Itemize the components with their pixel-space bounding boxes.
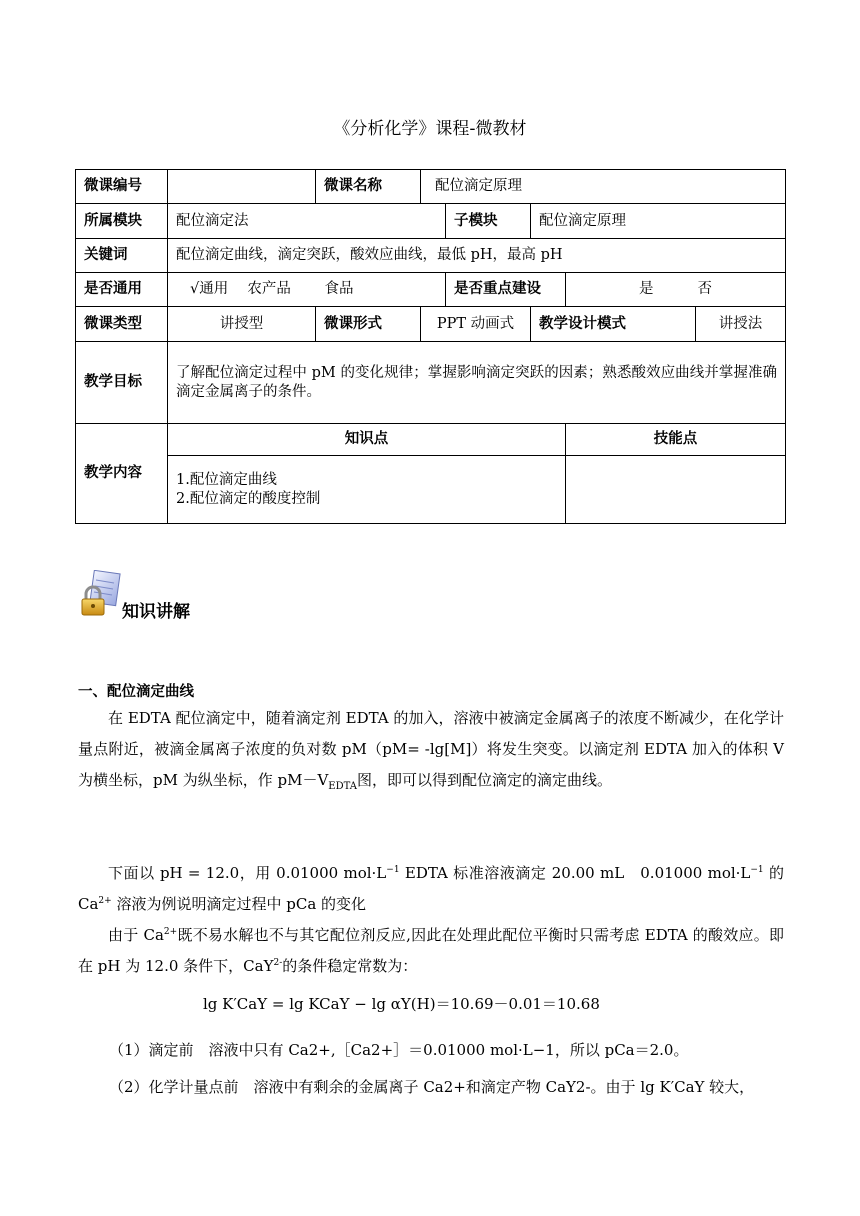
intro-text-end: 图，即可以得到配位滴定的滴定曲线。 bbox=[356, 771, 612, 789]
module-value: 配位滴定法 bbox=[168, 204, 446, 239]
intro-text: 在 EDTA 配位滴定中，随着滴定剂 EDTA 的加入，溶液中被滴定金属离子的浓度不断减少，在化学计量点附近，被滴金属离子浓度的负对数 pM（pM= -lg[M]）将发生突变。以滴定剂 EDTA 加入的体积 V 为横坐标，pM 为纵坐标，作 pM－V bbox=[78, 709, 784, 789]
condition-text-c: 的条件稳定常数为： bbox=[282, 957, 418, 975]
general-label: 是否通用 bbox=[76, 273, 168, 307]
condition-sup-b: 2- bbox=[273, 958, 283, 968]
code-label: 微课编号 bbox=[76, 170, 168, 204]
design-value: 讲授法 bbox=[696, 307, 786, 342]
example-text-d: 溶液为例说明滴定过程中 pCa 的变化 bbox=[111, 895, 367, 913]
submodule-value: 配位滴定原理 bbox=[531, 204, 786, 239]
form-value: PPT 动画式 bbox=[421, 307, 531, 342]
key-options bbox=[566, 273, 786, 307]
goal-label: 教学目标 bbox=[76, 342, 168, 424]
example-text-c: 的 Ca bbox=[78, 864, 784, 913]
module-label: 所属模块 bbox=[76, 204, 168, 239]
row-code bbox=[76, 170, 786, 204]
form-label: 微课形式 bbox=[316, 307, 421, 342]
keywords-label: 关键词 bbox=[76, 239, 168, 273]
code-value bbox=[168, 170, 316, 204]
lock-icon bbox=[78, 570, 124, 618]
row-content-header bbox=[76, 424, 786, 456]
paragraph-example bbox=[78, 858, 784, 920]
skill-list bbox=[566, 456, 786, 524]
knowledge-list bbox=[168, 456, 566, 524]
key-no: 否 bbox=[697, 281, 712, 298]
paragraph-condition bbox=[78, 920, 784, 982]
knowledge-header: 知识点 bbox=[168, 424, 566, 456]
submodule-label: 子模块 bbox=[446, 204, 531, 239]
name-label: 微课名称 bbox=[316, 170, 421, 204]
example-sup-c: 2+ bbox=[98, 896, 112, 906]
key-yes: 是 bbox=[639, 281, 654, 298]
type-label: 微课类型 bbox=[76, 307, 168, 342]
course-info-table bbox=[75, 169, 786, 524]
general-value: √通用 农产品 食品 bbox=[168, 273, 446, 307]
design-label: 教学设计模式 bbox=[531, 307, 696, 342]
content-label: 教学内容 bbox=[76, 424, 168, 524]
knowledge-item: 2.配位滴定的酸度控制 bbox=[176, 490, 321, 507]
row-content-items bbox=[76, 456, 786, 524]
paragraph-intro bbox=[78, 703, 784, 796]
example-sup-b: −1 bbox=[750, 865, 764, 875]
intro-subscript: EDTA bbox=[328, 781, 357, 792]
example-text-a: 下面以 pH = 12.0，用 0.01000 mol·L bbox=[108, 864, 387, 882]
goal-value: 了解配位滴定过程中 pM 的变化规律；掌握影响滴定突跃的因素；熟悉酸效应曲线并掌握准确滴定金属离子的条件。 bbox=[168, 342, 786, 424]
row-general bbox=[76, 273, 786, 307]
type-value: 讲授型 bbox=[168, 307, 316, 342]
row-keywords bbox=[76, 239, 786, 273]
condition-text-b: 既不易水解也不与其它配位剂反应,因此在处理此配位平衡时只需考虑 EDTA 的酸效应。即在 pH 为 12.0 条件下，CaY bbox=[78, 926, 784, 975]
example-sup-a: −1 bbox=[386, 865, 400, 875]
step-1: （1）滴定前 溶液中只有 Ca2+,［Ca2+］＝0.01000 mol·L−1，所以 pCa＝2.0。 bbox=[109, 1041, 689, 1059]
condition-text-a: 由于 Ca bbox=[108, 926, 164, 944]
keywords-value: 配位滴定曲线，滴定突跃，酸效应曲线，最低 pH，最高 pH bbox=[168, 239, 786, 273]
row-goal bbox=[76, 342, 786, 424]
key-label: 是否重点建设 bbox=[446, 273, 566, 307]
example-text-b: EDTA 标准溶液滴定 20.00 mL 0.01000 mol·L bbox=[399, 864, 751, 882]
step-2: （2）化学计量点前 溶液中有剩余的金属离子 Ca2+和滴定产物 CaY2-。由于 lg K′CaY 较大， bbox=[109, 1078, 755, 1096]
row-type bbox=[76, 307, 786, 342]
page-title: 《分析化学》课程-微教材 bbox=[333, 119, 527, 139]
section-title: 知识讲解 bbox=[122, 602, 190, 622]
stability-formula: lg K′CaY = lg KCaY − lg αY(H)＝10.69－0.01＝10.68 bbox=[203, 995, 600, 1013]
row-module bbox=[76, 204, 786, 239]
condition-sup-a: 2+ bbox=[163, 927, 178, 937]
subsection-title: 一、配位滴定曲线 bbox=[78, 684, 194, 700]
skill-header: 技能点 bbox=[566, 424, 786, 456]
name-value: 配位滴定原理 bbox=[421, 170, 786, 204]
knowledge-item: 1.配位滴定曲线 bbox=[176, 471, 277, 488]
